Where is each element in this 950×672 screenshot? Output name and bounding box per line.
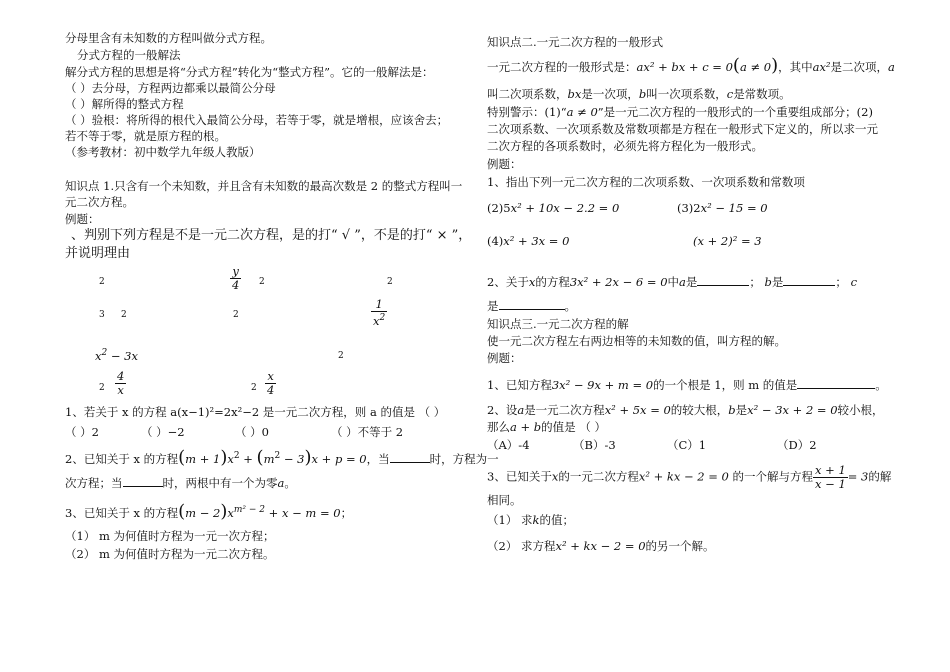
s3-text: （2） 求方程 — [487, 539, 556, 553]
r-question-2 — [487, 273, 857, 290]
eq-body: x² + 10x − 2.2 = 0 — [510, 201, 620, 215]
paren-open: ( — [732, 55, 740, 76]
gen-text: 叫一次项系数， — [646, 87, 727, 101]
s2-option-a: （A）-4 — [487, 438, 530, 452]
answer-blank[interactable] — [797, 376, 875, 389]
frag-sup: 2 — [99, 383, 105, 393]
q2-a: a — [679, 275, 686, 289]
q1-option-d: （ ）不等于 2 — [331, 425, 404, 439]
frac-num: x — [265, 370, 276, 384]
q2-xp: x + p = 0 — [311, 451, 367, 466]
s3-frac-den: x − 1 — [815, 477, 846, 491]
q1-option-c: （ ）0 — [235, 425, 269, 439]
s2-b: b — [728, 403, 736, 417]
q2-text: 的方程 — [535, 275, 570, 289]
s3-fraction — [813, 464, 848, 491]
kp3-definition: 使一元二次方程左右两边相等的未知数的值，叫方程的解。 — [487, 334, 786, 348]
s2-a: a — [517, 403, 525, 417]
r-question-1: 1、指出下列一元二次方程的二次项系数、一次项系数和常数项 — [487, 175, 805, 189]
frag-sup: 2 — [99, 277, 105, 287]
gen-text: 是常数项。 — [733, 87, 791, 101]
question-1: 1、若关于 x 的方程 a(x−1)²=2x²−2 是一元二次方程，则 a 的值是 （ ） — [65, 405, 446, 419]
example-label-2: 例题： — [487, 351, 522, 365]
def-fractional-equation: 分母里含有未知数的方程叫做分式方程。 — [65, 31, 272, 45]
eq-label: (3)2 — [677, 201, 701, 215]
q2-text: 。 — [284, 476, 296, 490]
gen-bx: bx — [567, 87, 582, 101]
reference-note: （参考教材：初中数学九年级人教版） — [65, 145, 261, 159]
q2-b: b — [764, 275, 772, 289]
question-2-cont — [65, 474, 296, 491]
frag-x2-minus-3x — [95, 345, 138, 364]
frag-x: x — [95, 348, 102, 363]
paren-close: ) — [220, 500, 228, 522]
solution-question-2 — [487, 402, 884, 418]
q2-text: ； — [835, 275, 847, 289]
warning-2: 二次项系数、一次项系数及常数项都是方程在一般形式下定义的，所以求一元 — [487, 122, 878, 136]
gen-condition: a ≠ 0 — [739, 60, 772, 74]
s3-text: 的另一个解。 — [645, 539, 715, 553]
solution-question-3-cont: 相同。 — [487, 493, 522, 507]
s1-text: 的一个根是 1，则 m 的值是 — [653, 378, 798, 392]
frag-sup: 2 — [101, 348, 108, 358]
answer-blank[interactable] — [123, 474, 163, 487]
question-3 — [65, 502, 352, 521]
q2-m-plus-1: m + 1 — [185, 451, 221, 466]
q2-equation: 3x² + 2x − 6 = 0 — [569, 275, 668, 289]
method-heading: 分式方程的一般解法 — [77, 48, 181, 62]
general-form — [487, 55, 895, 76]
frac-num: 1 — [371, 298, 387, 312]
step-1: （ ）去分母，方程两边都乘以最简公分母 — [65, 81, 276, 95]
frag-sup: 2 — [259, 277, 265, 287]
s2-text: 那么 — [487, 420, 510, 434]
knowledge-point-1: 知识点 1.只含有一个未知数，并且含有未知数的最高次数是 2 的整式方程叫一 — [65, 179, 463, 193]
q2-minus-3: − 3 — [280, 451, 305, 466]
s2-text: 是 — [735, 403, 748, 417]
s2-a-plus-b: a + b — [510, 420, 542, 434]
gen-text: 是一次项， — [581, 87, 639, 101]
answer-blank-b[interactable] — [783, 273, 835, 286]
s2-option-b: （B）-3 — [573, 438, 616, 452]
warning-3: 二次方程的各项系数时，必须先将方程化为一般形式。 — [487, 139, 763, 153]
frag-fraction-1x2 — [371, 298, 387, 329]
q3-sup: m² − 2 — [233, 505, 265, 515]
s3-frac-num: x + 1 — [815, 463, 846, 477]
s3-text: 的解 — [868, 469, 892, 484]
gen-text: ，其中 — [778, 60, 813, 74]
equation-5: (x + 2)² = 3 — [693, 234, 762, 248]
q2-x: x — [528, 275, 536, 289]
q3-text: 3、已知关于 x 的方程 — [65, 505, 179, 520]
s2-option-d: （D）2 — [777, 438, 817, 452]
frag-sup: 2 — [121, 310, 127, 320]
paren-close: ) — [304, 446, 312, 468]
q3-m-minus-2: m − 2 — [185, 505, 221, 520]
frac-den: x — [117, 383, 124, 397]
s2-text: 2、设 — [487, 403, 518, 417]
warn-text: 特别警示：(1)“ — [487, 105, 567, 119]
warning-1 — [487, 104, 873, 120]
solution-question-3 — [487, 464, 891, 491]
q3-part-1: （1） m 为何值时方程为一元一次方程； — [65, 529, 275, 543]
gen-text: 叫二次项系数， — [487, 87, 568, 101]
question-2 — [65, 448, 499, 467]
q2-text: 时，方程为一 — [429, 451, 499, 466]
q2-text: 。 — [564, 299, 576, 313]
solution-question-1 — [487, 376, 887, 393]
s3-equals: = 3 — [847, 469, 869, 484]
q2-m: m — [263, 451, 275, 466]
q2-text: 时，两根中有一个为零 — [162, 476, 278, 490]
frag-sup: 2 — [387, 277, 393, 287]
q2-a: a — [277, 476, 285, 490]
q2-plus: + — [239, 451, 257, 466]
q2-x: x — [227, 451, 234, 466]
q2-sup: 2 — [274, 451, 281, 461]
frac-num: y — [230, 265, 241, 279]
q3-part-2: （2） m 为何值时方程为一元二次方程。 — [65, 547, 275, 561]
paren-open: ( — [178, 446, 186, 468]
s3-text: 的一元二次方程 — [558, 469, 639, 484]
s1-text: 。 — [875, 378, 887, 392]
frag-sup: 2 — [338, 351, 344, 361]
gen-a: a — [888, 60, 895, 74]
judge-instruction-cont: 并说明理由 — [65, 246, 131, 261]
solution-question-2-cont — [487, 419, 606, 435]
s1-text: 1、已知方程 — [487, 378, 552, 392]
s3-equation: x² + kx − 2 = 0 — [555, 539, 646, 553]
gen-equation: ax² + bx + c = 0 — [636, 60, 733, 74]
paren-open: ( — [178, 500, 186, 522]
q2-text: 是 — [487, 299, 499, 313]
step-3-cont: 若不等于零，就是原方程的根。 — [65, 129, 226, 143]
equation-3 — [677, 200, 768, 216]
frac-den — [371, 312, 387, 328]
q1-option-a: （ ）2 — [65, 425, 99, 439]
gen-ax2: ax² — [812, 60, 831, 74]
q2-text: 2、关于 — [487, 275, 529, 289]
gen-c: c — [726, 87, 734, 101]
q2-c: c — [850, 275, 858, 289]
step-3: （ ）验根：将所得的根代入最简公分母，若等于零，就是增根，应该舍去； — [65, 113, 449, 127]
s3-part-1 — [487, 512, 574, 528]
answer-blank[interactable] — [390, 450, 430, 463]
frag-rest: − 3x — [107, 348, 138, 363]
s1-equation: 3x² − 9x + m = 0 — [551, 378, 654, 392]
q2-text: ，当 — [366, 451, 390, 466]
frag-fraction-y4 — [230, 265, 241, 293]
s3-part-2 — [487, 538, 715, 554]
frac-num: 4 — [117, 369, 125, 383]
gen-b: b — [638, 87, 647, 101]
q3-end: ； — [340, 505, 353, 520]
knowledge-point-1-cont: 元二次方程。 — [65, 195, 134, 209]
q2-text: 次方程；当 — [65, 476, 123, 490]
q2-text: 是 — [685, 275, 698, 289]
eq-body: x² − 15 = 0 — [700, 201, 768, 215]
q2-text: 是 — [771, 275, 784, 289]
frag-sup: 2 — [233, 310, 239, 320]
paren-open: ( — [256, 446, 264, 468]
answer-blank-a[interactable] — [697, 273, 749, 286]
q2-text: 2、已知关于 x 的方程 — [65, 451, 179, 466]
paren-close: ) — [220, 446, 228, 468]
method-intro: 解分式方程的思想是将“分式方程”转化为“整式方程”。它的一般解法是： — [65, 65, 434, 79]
s3-text: 的一个解与方程 — [732, 469, 814, 484]
s2-equation-1: x² + 5x = 0 — [604, 403, 671, 417]
q2-text: 中 — [667, 275, 680, 289]
example-label: 例题： — [65, 212, 100, 226]
r-question-2-cont — [487, 297, 576, 314]
s2-text: 较小根， — [837, 403, 884, 417]
example-label: 例题： — [487, 157, 522, 171]
gen-text: 一元二次方程的一般形式是： — [487, 60, 637, 74]
q2-sup: 2 — [233, 451, 240, 461]
step-2: （ ）解所得的整式方程 — [65, 97, 184, 111]
s2-text: 是一元二次方程 — [524, 403, 605, 417]
knowledge-point-3: 知识点三.一元二次方程的解 — [487, 317, 629, 331]
eq-label: (2)5 — [487, 201, 511, 215]
s3-text: 3、已知关于 — [487, 469, 552, 484]
equation-4 — [487, 233, 569, 249]
frac-den: 4 — [267, 383, 275, 397]
answer-blank-c[interactable] — [499, 297, 565, 310]
frag-sup: 3 — [99, 310, 105, 320]
frac-den: 4 — [232, 278, 240, 292]
warn-text: ”是一元二次方程的一般形式的一个重要组成部分；(2) — [597, 105, 873, 119]
s3-x: x — [551, 469, 559, 484]
q3-rest: + x − m = 0 — [265, 505, 341, 520]
eq-body: x² + 3x = 0 — [503, 234, 570, 248]
frag-sup: 2 — [251, 383, 257, 393]
s3-equation: x² + kx − 2 = 0 — [638, 469, 729, 484]
eq-label: (4) — [487, 234, 504, 248]
equation-2 — [487, 200, 619, 216]
gen-text: 是二次项， — [830, 60, 889, 74]
paren-close: ) — [771, 55, 779, 76]
frac-den-x: x — [373, 313, 380, 328]
knowledge-point-2: 知识点二.一元二次方程的一般形式 — [487, 35, 664, 49]
warn-condition: a ≠ 0 — [566, 105, 598, 119]
q1-option-b: （ ）−2 — [141, 425, 185, 439]
frag-fraction-4x — [115, 370, 126, 398]
s2-option-c: （C）1 — [667, 438, 707, 452]
s3-text: 的值； — [539, 513, 574, 527]
frac-den-sup: 2 — [379, 313, 386, 323]
s3-text: （1） 求 — [487, 513, 533, 527]
s2-equation-2: x² − 3x + 2 = 0 — [747, 403, 838, 417]
frag-fraction-x4 — [265, 370, 276, 398]
s2-text: 的值是 （ ） — [541, 420, 606, 434]
general-form-cont — [487, 86, 791, 102]
q3-x: x — [227, 505, 234, 520]
judge-instruction: 、判别下列方程是不是一元二次方程，是的打“ √ ”，不是的打“ × ”， — [71, 228, 472, 243]
q2-text: ； — [749, 275, 761, 289]
s3-k: k — [532, 513, 540, 527]
s2-text: 的较大根， — [670, 403, 729, 417]
